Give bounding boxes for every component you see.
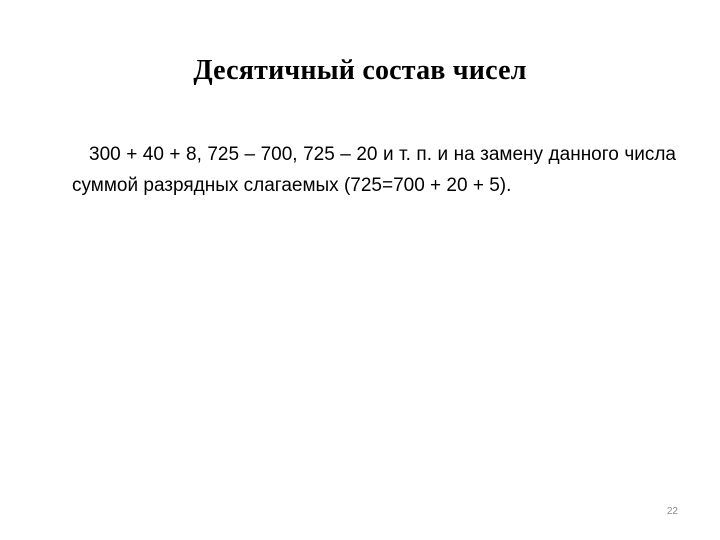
slide-body-text: 300 + 40 + 8, 725 – 700, 725 – 20 и т. п. и на замену данного числа суммой разрядных слагаемых (725=700 + 20 + 5). — [72, 144, 676, 196]
slide-page-number: 22 — [666, 506, 678, 517]
slide-title: Десятичный состав чисел — [193, 55, 527, 86]
